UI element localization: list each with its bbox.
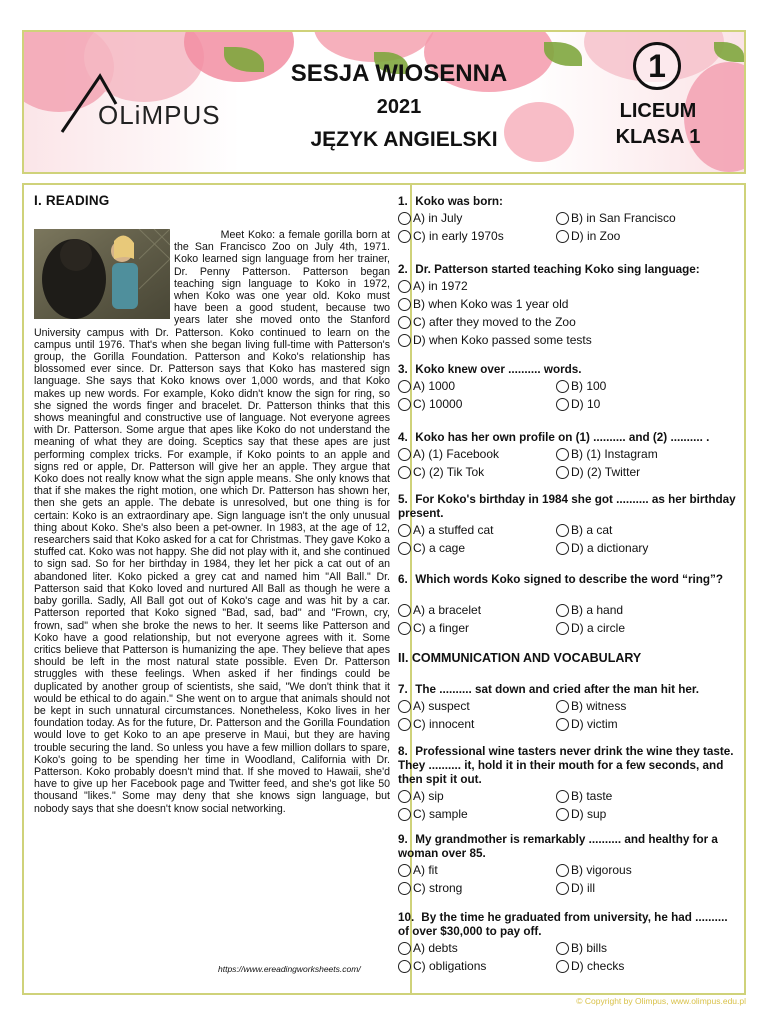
option-label: C) in early 1970s (413, 229, 504, 243)
option-b[interactable] (556, 941, 607, 955)
option-d[interactable] (556, 229, 620, 243)
option-label: C) innocent (413, 717, 475, 731)
question-number: 7. (398, 683, 408, 696)
radio-circle-icon[interactable] (398, 960, 411, 973)
option-d[interactable] (556, 807, 606, 821)
level-line-2: KLASA 1 (615, 126, 701, 148)
question-text (398, 911, 738, 939)
option-c[interactable] (398, 717, 474, 731)
option-d[interactable] (556, 959, 624, 973)
radio-circle-icon[interactable] (398, 380, 411, 393)
option-c[interactable] (398, 621, 469, 635)
radio-circle-icon[interactable] (398, 604, 411, 617)
option-a[interactable] (398, 447, 499, 461)
option-label: C) strong (413, 881, 463, 895)
exam-subject: JĘZYK ANGIELSKI (310, 128, 498, 151)
page-title: SESJA WIOSENNA (290, 60, 508, 87)
option-label: D) (2) Twitter (571, 465, 641, 479)
question-text (398, 683, 738, 697)
header-banner (22, 30, 746, 174)
radio-circle-icon[interactable] (556, 790, 569, 803)
option-label: D) in Zoo (571, 229, 621, 243)
option-label: D) checks (571, 959, 625, 973)
question-2 (398, 263, 738, 347)
question-8 (398, 745, 738, 821)
option-label: B) 100 (571, 379, 607, 393)
option-a[interactable] (398, 279, 468, 293)
option-label: D) ill (571, 881, 595, 895)
question-6 (398, 573, 738, 635)
exam-body (22, 183, 746, 995)
radio-circle-icon[interactable] (556, 230, 569, 243)
option-a[interactable] (398, 603, 481, 617)
option-c[interactable] (398, 315, 576, 329)
radio-circle-icon[interactable] (398, 398, 411, 411)
level-number-badge: 1 (633, 42, 681, 90)
reading-source: https://www.ereadingworksheets.com/ (218, 964, 361, 974)
option-label: A) 1000 (413, 379, 456, 393)
radio-circle-icon[interactable] (556, 960, 569, 973)
radio-circle-icon[interactable] (398, 298, 411, 311)
radio-circle-icon[interactable] (398, 808, 411, 821)
option-label: C) a finger (413, 621, 470, 635)
question-prompt: Dr. Patterson started teaching Koko sing language: (415, 263, 700, 276)
question-10 (398, 911, 738, 973)
option-b[interactable] (556, 379, 606, 393)
option-a[interactable] (398, 211, 462, 225)
radio-circle-icon[interactable] (556, 524, 569, 537)
option-c[interactable] (398, 397, 462, 411)
option-b[interactable] (556, 863, 632, 877)
question-text (398, 431, 738, 445)
radio-circle-icon[interactable] (556, 808, 569, 821)
exam-year: 2021 (376, 96, 422, 118)
question-prompt: The .......... sat down and cried after the man hit her. (415, 683, 700, 696)
option-label: D) a dictionary (571, 541, 649, 555)
option-b[interactable] (556, 603, 623, 617)
option-b[interactable] (556, 699, 626, 713)
question-number: 1. (398, 195, 408, 208)
question-prompt: For Koko's birthday in 1984 she got .......... as her birthday present. (398, 493, 736, 520)
option-label: A) in July (413, 211, 463, 225)
option-c[interactable] (398, 465, 484, 479)
option-label: D) when Koko passed some tests (413, 333, 592, 347)
option-label: A) a bracelet (413, 603, 482, 617)
option-d[interactable] (556, 541, 648, 555)
option-label: D) a circle (571, 621, 626, 635)
radio-circle-icon[interactable] (398, 466, 411, 479)
question-text (398, 573, 738, 587)
option-label: C) obligations (413, 959, 487, 973)
question-number: 6. (398, 573, 408, 586)
option-label: B) bills (571, 941, 608, 955)
option-label: C) after they moved to the Zoo (413, 315, 576, 329)
option-label: C) sample (413, 807, 468, 821)
option-label: B) (1) Instagram (571, 447, 658, 461)
copyright-footer: © Copyright by Olimpus, www.olimpus.edu.pl (576, 996, 746, 1006)
option-c[interactable] (398, 807, 468, 821)
radio-circle-icon[interactable] (556, 942, 569, 955)
option-label: A) (1) Facebook (413, 447, 500, 461)
option-label: A) suspect (413, 699, 470, 713)
question-prompt: Koko has her own profile on (1) .......... and (2) .......... . (415, 431, 710, 444)
radio-circle-icon[interactable] (398, 542, 411, 555)
option-d[interactable] (556, 465, 640, 479)
radio-circle-icon[interactable] (398, 790, 411, 803)
question-number: 2. (398, 263, 408, 276)
reading-section (34, 193, 394, 974)
option-c[interactable] (398, 229, 504, 243)
radio-circle-icon[interactable] (398, 622, 411, 635)
question-number: 4. (398, 431, 408, 444)
radio-circle-icon[interactable] (556, 398, 569, 411)
photo-spacer (34, 229, 174, 325)
option-label: A) fit (413, 863, 438, 877)
option-label: D) victim (571, 717, 618, 731)
option-label: B) vigorous (571, 863, 632, 877)
radio-circle-icon[interactable] (556, 882, 569, 895)
radio-circle-icon[interactable] (556, 604, 569, 617)
question-1 (398, 195, 738, 243)
question-text (398, 745, 738, 787)
question-number: 10. (398, 911, 415, 924)
radio-circle-icon[interactable] (556, 448, 569, 461)
radio-circle-icon[interactable] (556, 700, 569, 713)
question-prompt: By the time he graduated from university, he had .......... of over $30,000 to pay off. (398, 911, 728, 938)
option-d[interactable] (556, 621, 625, 635)
option-a[interactable] (398, 789, 444, 803)
question-text (398, 263, 738, 277)
option-label: B) a cat (571, 523, 613, 537)
question-text (398, 195, 738, 209)
radio-circle-icon[interactable] (556, 622, 569, 635)
option-a[interactable] (398, 379, 455, 393)
radio-circle-icon[interactable] (398, 334, 411, 347)
question-5 (398, 493, 738, 555)
option-b[interactable] (398, 297, 568, 311)
option-label: C) a cage (413, 541, 466, 555)
section-2-title: II. COMMUNICATION AND VOCABULARY (398, 651, 642, 665)
question-text (398, 833, 738, 861)
option-label: B) a hand (571, 603, 624, 617)
question-number: 3. (398, 363, 408, 376)
radio-circle-icon[interactable] (398, 212, 411, 225)
radio-circle-icon[interactable] (398, 524, 411, 537)
reading-section-title: I. READING (34, 193, 110, 208)
question-9 (398, 833, 738, 895)
radio-circle-icon[interactable] (398, 718, 411, 731)
radio-circle-icon[interactable] (398, 230, 411, 243)
school-level (598, 98, 718, 150)
radio-circle-icon[interactable] (556, 466, 569, 479)
option-label: C) 10000 (413, 397, 463, 411)
option-label: B) in San Francisco (571, 211, 676, 225)
reading-passage (34, 229, 390, 815)
option-label: B) taste (571, 789, 613, 803)
question-text (398, 363, 738, 377)
option-label: D) sup (571, 807, 607, 821)
question-prompt: Koko knew over .......... words. (415, 363, 582, 376)
option-label: D) 10 (571, 397, 601, 411)
question-text (398, 493, 738, 521)
radio-circle-icon[interactable] (556, 864, 569, 877)
option-label: B) witness (571, 699, 627, 713)
option-label: B) when Koko was 1 year old (413, 297, 569, 311)
question-prompt: Which words Koko signed to describe the word “ring”? (415, 573, 724, 586)
reading-text: Meet Koko: a female gorilla born at the San Francisco Zoo on July 4th, 1971. Koko learned sign language from her trainer, Dr. Penny Patterson. Patterson began teaching sign language to Koko in 1972, when Koko was one year old. Koko must have been a good student, because two years later she moved onto the Stanford University campus with Dr. Patterson. Koko continued to learn on the campus until 1976. That's when she began living full-time with Patterson's group, the Gorilla Foundation. Patterson and Koko's relationship has blossomed ever since. Dr. Patterson says that Koko has mastered sign language. She says that Koko knows over 1,000 words, and that Koko makes up new words. For example, Koko didn't know the sign for ring, so she signed the words finger and bracelet. Dr. Patterson thinks that this shows meaningful and constructive use of language. Not everyone agrees with Dr. Patterson. Some argue that apes like Koko do not understand the meaning of what they are doing. Sceptics say that these apes are just performing complex tricks. For example, if Koko points to an apple and signs red or apple, Dr. Patterson will give her an apple. They argue that Koko does not really know what the sign apple means. She only knows that that if she makes the right motion, one which Dr. Patterson has shown her, then she gets an apple. The debate is unresolved, but one thing is for certain: Koko is an extraordinary ape. Sign language isn't the only unusual thing about Koko. She's also been a pet-owner. In 1983, at the age of 12, researchers said that Koko asked for a cat for Christmas. They gave Koko a stuffed cat. Koko was not happy. She did not play with it, and she continued to sign sad. So for her birthday in 1984, they let her pick a cat out of an abandoned liter. Koko picked a grey cat and named him "All Ball." Dr. Patterson said that Koko loved and nurtured All Ball as though he were a baby gorilla. Sadly, All Ball got out of Koko's cage and was hit by a car. Patterson reported that Koko signed "Bad, sad, bad" and "Frown, cry, frown, sad" when she broke the news to her. It seems like Patterson and Koko have a good relationship, but not everyone agrees with it. Some critics believe that Patterson is humanizing the ape. They believe that apes should be left in the most natural state possible. Even Dr. Patterson struggles with these feelings. When asked if her findings could be duplicated by another group of scientists, she said, "We don't think that it would be ethical to do again." She went on to argue that animals should not be kept in such unnatural circumstances. Nonetheless, Koko lives in her foundation today. As for the future, Dr. Patterson and the Gorilla Foundation would love to get Koko to an ape preserve in Maui, but they are having trouble securing the land. So unless you have a few million dollars to spare, Koko's going to be spending her time in Woodland, California with Dr. Patterson. Koko probably doesn't mind that. If she moved to Hawaii, she'd have to give up her Facebook page and Twitter feed, and she's got like 50 thousand "likes." Some may deny that she knows sign language, but nobody says that she doesn't know social networking. (34, 229, 390, 815)
option-d[interactable] (398, 333, 592, 347)
option-d[interactable] (556, 881, 595, 895)
radio-circle-icon[interactable] (398, 882, 411, 895)
question-4 (398, 431, 738, 479)
leaf-decoration (714, 42, 744, 62)
option-label: A) sip (413, 789, 444, 803)
option-c[interactable] (398, 959, 486, 973)
question-7 (398, 683, 738, 731)
option-b[interactable] (556, 523, 612, 537)
option-b[interactable] (556, 789, 612, 803)
radio-circle-icon[interactable] (556, 718, 569, 731)
option-c[interactable] (398, 881, 462, 895)
option-label: A) a stuffed cat (413, 523, 494, 537)
option-label: A) in 1972 (413, 279, 468, 293)
option-d[interactable] (556, 717, 618, 731)
radio-circle-icon[interactable] (398, 700, 411, 713)
question-number: 9. (398, 833, 408, 846)
option-label: A) debts (413, 941, 458, 955)
question-prompt: Professional wine tasters never drink the wine they taste. They .......... it, hold it in their mouth for a few seconds, and then spit it out. (398, 745, 734, 786)
option-a[interactable] (398, 523, 494, 537)
option-a[interactable] (398, 863, 438, 877)
radio-circle-icon[interactable] (398, 942, 411, 955)
question-prompt: Koko was born: (415, 195, 503, 208)
radio-circle-icon[interactable] (398, 448, 411, 461)
option-b[interactable] (556, 211, 676, 225)
question-3 (398, 363, 738, 411)
option-d[interactable] (556, 397, 600, 411)
radio-circle-icon[interactable] (556, 542, 569, 555)
radio-circle-icon[interactable] (556, 380, 569, 393)
option-c[interactable] (398, 541, 465, 555)
level-line-1: LICEUM (619, 100, 697, 122)
option-a[interactable] (398, 699, 470, 713)
question-prompt: My grandmother is remarkably .......... and healthy for a woman over 85. (398, 833, 718, 860)
option-b[interactable] (556, 447, 658, 461)
question-number: 5. (398, 493, 408, 506)
option-a[interactable] (398, 941, 458, 955)
radio-circle-icon[interactable] (556, 212, 569, 225)
question-number: 8. (398, 745, 408, 758)
radio-circle-icon[interactable] (398, 864, 411, 877)
radio-circle-icon[interactable] (398, 316, 411, 329)
logo-text: OLiMPUS (98, 100, 221, 130)
radio-circle-icon[interactable] (398, 280, 411, 293)
olimpus-logo (58, 70, 248, 140)
option-label: C) (2) Tik Tok (413, 465, 485, 479)
